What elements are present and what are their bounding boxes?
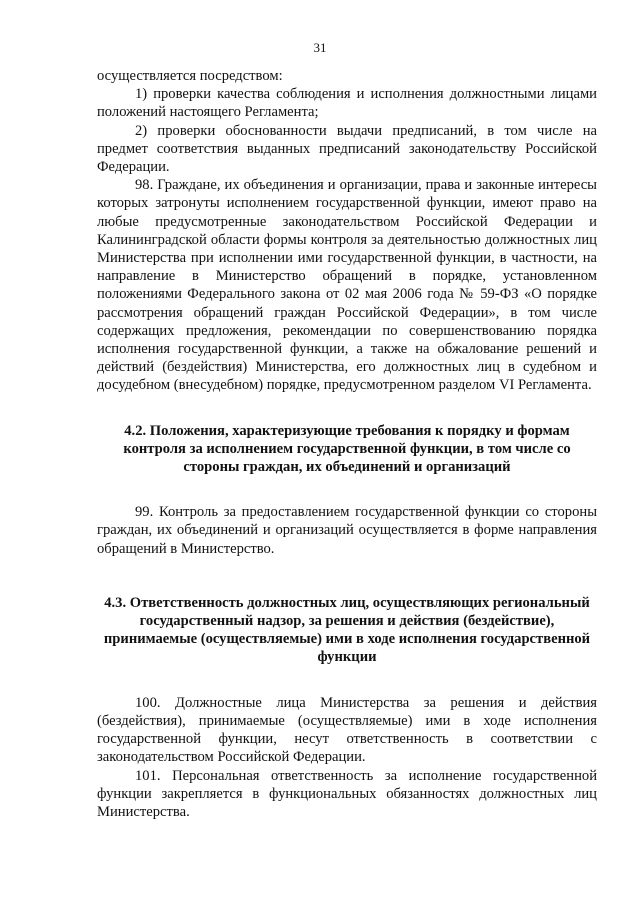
spacer — [97, 667, 597, 694]
paragraph-intro: осуществляется посредством: — [97, 68, 283, 84]
section-heading-4-2: 4.2. Положения, характеризующие требования к порядку и формам контроля за исполнением государственной функции, в том числе со стороны граждан, их объединений и организаций — [123, 422, 571, 476]
paragraph-100: 100. Должностные лица Министерства за решения и действия (бездействия), принимаемые (осуществляемые) ими в ходе исполнения государственной функции, несут ответственность в соответствии с законодательством Российской Федерации. — [97, 694, 597, 766]
page-number: 31 — [313, 40, 327, 55]
section-heading-4-3: 4.3. Ответственность должностных лиц, осуществляющих региональный государственный надзор, за решения и действия (бездействие), принимаемые (осуществляемые) ими в ходе исполнения государственной функции — [103, 594, 591, 666]
document-body — [97, 67, 597, 821]
paragraph-98: 98. Граждане, их объединения и организации, права и законные интересы которых затронуты исполнением государственной функции, имеют право на любые предусмотренные законодательством Российской Федерации и Калининградской области формы контроля за деятельностью должностных лиц Министерства при исполнении ими государственной функции, в частности, на направление в Министерство обращений в порядке, установленном положениями Федерального закона от 02 мая 2006 года № 59-ФЗ «О порядке рассмотрения обращений граждан Российской Федерации», в том числе содержащих предложения, рекомендации по совершенствованию порядка исполнения государственной функции, а также на обжалование решений и действий (бездействия) Министерства, его должностных лиц в судебном и досудебном (внесудебном) порядке, предусмотренном разделом VI Регламента. — [97, 177, 597, 394]
paragraph-item-2: 2) проверки обоснованности выдачи предписаний, в том числе на предмет соответствия выданных предписаний законодательству Российской Федерации. — [97, 122, 597, 176]
paragraph-101: 101. Персональная ответственность за исполнение государственной функции закрепляется в функциональных обязанностях должностных лиц Министерства. — [97, 767, 597, 820]
spacer — [97, 395, 597, 422]
paragraph-item-1: 1) проверки качества соблюдения и исполнения должностными лицами положений настоящего Регламента; — [97, 86, 597, 121]
paragraph-99: 99. Контроль за предоставлением государственной функции со стороны граждан, их объединений и организаций осуществляется в форме направления обращений в Министерство. — [97, 504, 597, 557]
spacer — [97, 476, 597, 503]
spacer — [97, 558, 597, 594]
